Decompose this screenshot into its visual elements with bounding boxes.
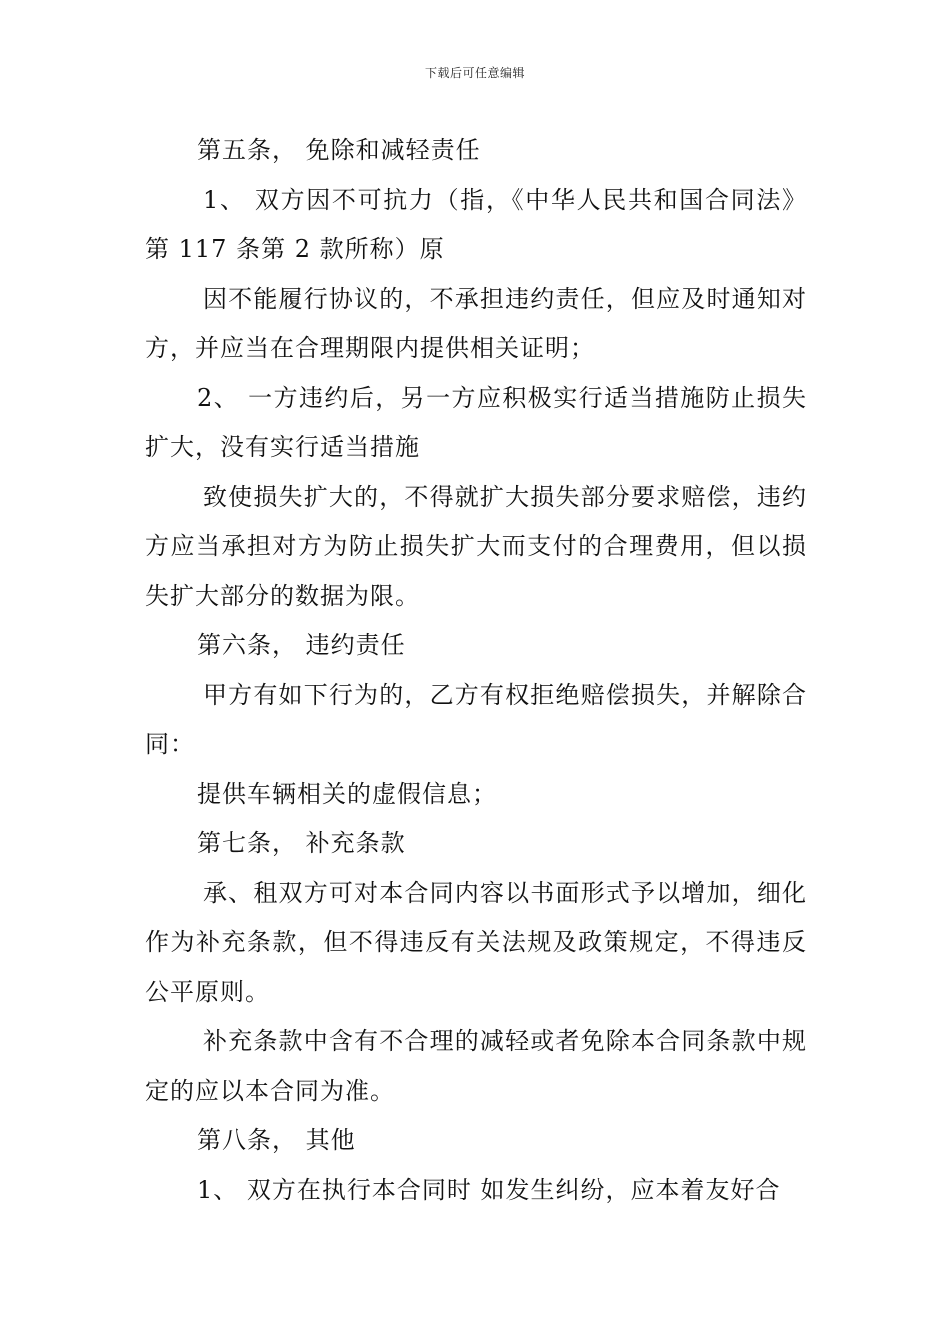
article-5-clause-2-continued: 致使损失扩大的，不得就扩大损失部分要求赔偿，违约方应当承担对方为防止损失扩大而支付的合理费用，但以损失扩大部分的数据为限。 xyxy=(145,482,807,610)
article-5-heading: 第五条， 免除和减轻责任 xyxy=(197,136,481,164)
article-6-heading: 第六条， 违约责任 xyxy=(197,631,406,659)
article-6-paragraph: 甲方有如下行为的，乙方有权拒绝赔偿损失，并解除合同： xyxy=(145,680,807,758)
article-7-heading: 第七条， 补充条款 xyxy=(197,829,406,857)
article-6-item: 提供车辆相关的虚假信息； xyxy=(197,779,497,808)
article-5-clause-2: 2、 一方违约后，另一方应积极实行适当措施防止损失扩大，没有实行适当措施 xyxy=(145,383,807,461)
page-header: 下载后可任意编辑 xyxy=(424,66,525,80)
article-5-clause-1-continued: 因不能履行协议的，不承担违约责任，但应及时通知对方，并应当在合理期限内提供相关证明； xyxy=(145,284,807,362)
article-5-clause-1: 1、 双方因不可抗力（指，《中华人民共和国合同法》第 117 条第 2 款所称）原 xyxy=(145,185,807,263)
article-7-paragraph-2: 补充条款中含有不合理的减轻或者免除本合同条款中规定的应以本合同为准。 xyxy=(145,1027,807,1105)
article-8-clause-1: 1、 双方在执行本合同时 如发生纠纷，应本着友好合 xyxy=(197,1175,781,1204)
article-8-heading: 第八条， 其他 xyxy=(197,1126,356,1154)
article-7-paragraph-1: 承、租双方可对本合同内容以书面形式予以增加，细化作为补充条款，但不得违反有关法规及政策规定，不得违反公平原则。 xyxy=(145,878,807,1006)
document-body xyxy=(145,126,807,1215)
